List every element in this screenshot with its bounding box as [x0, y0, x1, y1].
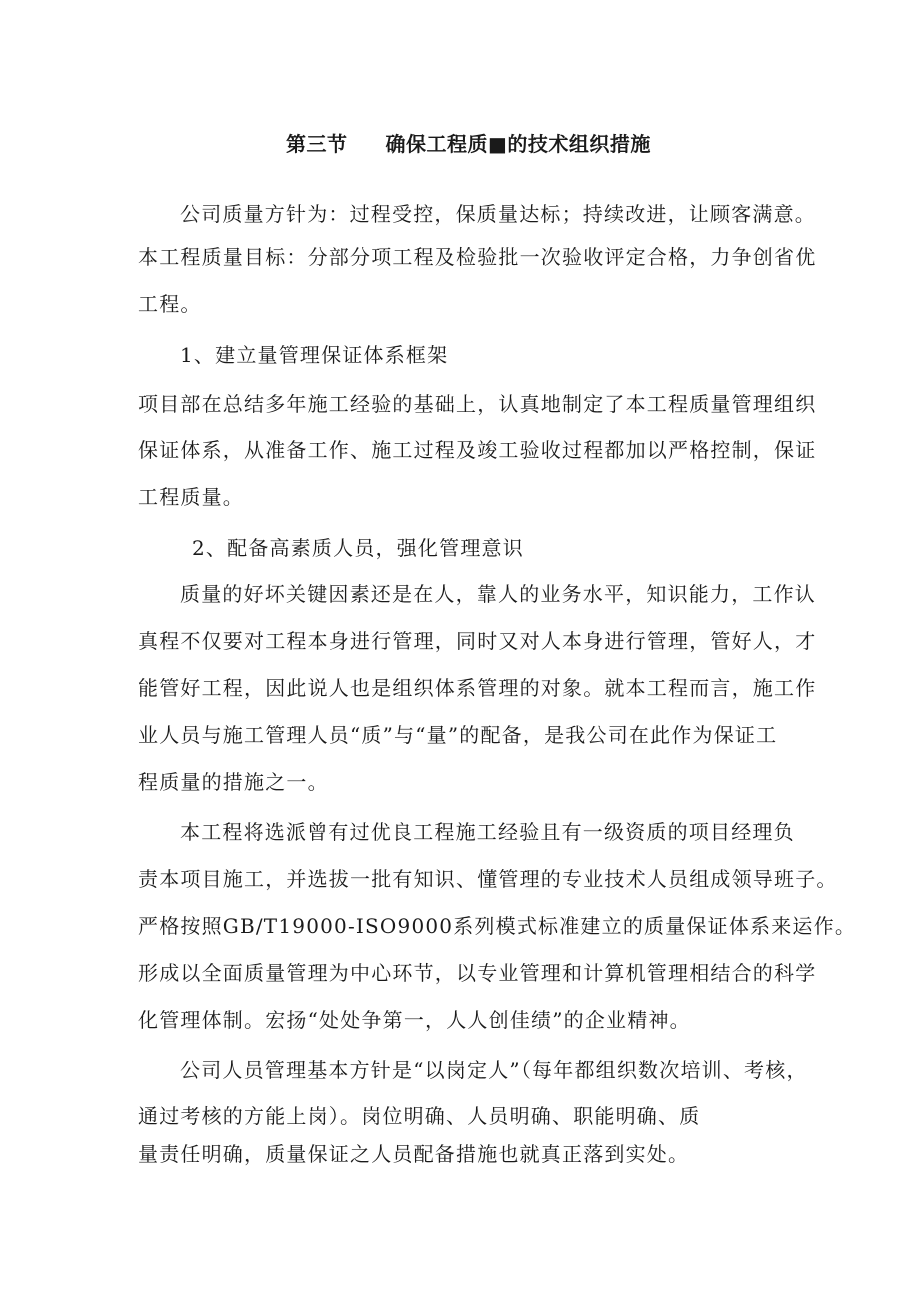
paragraph-line: 程质量的措施之一。	[138, 770, 329, 794]
paragraph-line: 形成以全面质量管理为中心环节，以专业管理和计算机管理相结合的科学	[138, 961, 817, 985]
paragraph-line: 严格按照GB/T19000-ISO9000系列模式标准建立的质量保证体系来运作。	[138, 914, 857, 938]
paragraph-line: 真程不仅要对工程本身进行管理，同时又对人本身进行管理，管好人，才	[138, 629, 817, 653]
section-heading: 确保工程质■的技术组织措施	[385, 132, 651, 156]
paragraph-line: 本工程将选派曾有过优良工程施工经验且有一级资质的项目经理负	[180, 820, 795, 844]
section-title	[286, 128, 651, 157]
paragraph-line: 公司人员管理基本方针是“以岗定人”（每年都组织数次培训、考核，	[180, 1058, 808, 1082]
paragraph-line: 本工程质量目标：分部分项工程及检验批一次验收评定合格，力争创省优	[138, 245, 817, 269]
paragraph-line: 能管好工程，因此说人也是组织体系管理的对象。就本工程而言，施工作	[138, 676, 817, 700]
paragraph-line: 通过考核的方能上岗）。岗位明确、人员明确、职能明确、质	[138, 1104, 701, 1128]
paragraph-line: 保证体系，从准备工作、施工过程及竣工验收过程都加以严格控制，保证	[138, 438, 817, 462]
paragraph-line: 责本项目施工，并选拔一批有知识、懂管理的专业技术人员组成领导班子。	[138, 867, 838, 891]
subsection-heading: 2、配备高素质人员，强化管理意识	[192, 536, 524, 560]
paragraph-line: 工程。	[138, 292, 202, 316]
subsection-heading: 1、建立量管理保证体系框架	[180, 343, 449, 367]
paragraph-line: 业人员与施工管理人员“质”与“量”的配备，是我公司在此作为保证工	[138, 723, 778, 747]
paragraph-line: 公司质量方针为：过程受控，保质量达标；持续改进，让顾客满意。	[180, 202, 816, 226]
section-number: 第三节	[286, 132, 348, 156]
paragraph-line: 项目部在总结多年施工经验的基础上，认真地制定了本工程质量管理组织	[138, 392, 817, 416]
paragraph-line: 量责任明确，质量保证之人员配备措施也就真正落到实处。	[138, 1142, 690, 1166]
paragraph-line: 化管理体制。宏扬“处处争第一，人人创佳绩”的企业精神。	[138, 1008, 691, 1032]
paragraph-line: 工程质量。	[138, 485, 244, 509]
paragraph-line: 质量的好坏关键因素还是在人，靠人的业务水平，知识能力，工作认	[180, 582, 816, 606]
